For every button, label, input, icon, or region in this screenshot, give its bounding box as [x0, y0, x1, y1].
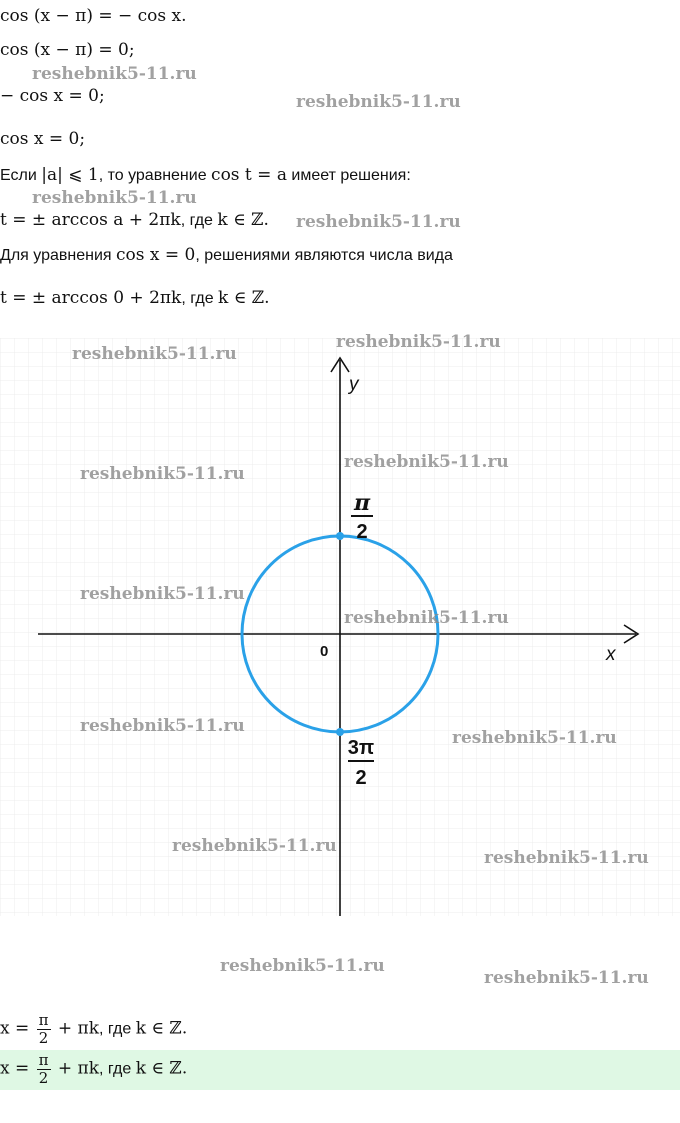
specific-domain: k ∈ ℤ. — [218, 288, 270, 308]
watermark: reshebnik5-11.ru — [296, 212, 461, 232]
bottom-label-numerator: 3π — [347, 737, 375, 759]
answer-2-lhs: x = — [0, 1058, 35, 1079]
step-2: cos (x − π) = 0; — [0, 40, 135, 60]
answer-2-rest: + πk — [52, 1058, 100, 1079]
watermark: reshebnik5-11.ru — [336, 332, 501, 352]
specific-solution — [0, 288, 270, 308]
step-3: − cos x = 0; — [0, 86, 105, 106]
watermark: reshebnik5-11.ru — [344, 452, 509, 472]
watermark: reshebnik5-11.ru — [80, 716, 245, 736]
answer-1-num: π — [38, 1011, 49, 1029]
watermark: reshebnik5-11.ru — [80, 584, 245, 604]
x-axis-label: x — [606, 644, 616, 665]
watermark: reshebnik5-11.ru — [344, 608, 509, 628]
answer-1-where: , где — [99, 1020, 136, 1038]
step-1: cos (x − π) = − cos x. — [0, 6, 187, 26]
answer-2-where: , где — [99, 1060, 136, 1078]
rule-equation: cos t = a — [211, 165, 287, 185]
general-formula: t = ± arccos a + 2πk — [0, 210, 181, 230]
watermark: reshebnik5-11.ru — [484, 968, 649, 988]
top-label-denominator: 2 — [356, 521, 368, 543]
general-domain: k ∈ ℤ. — [217, 210, 269, 230]
answer-line-2 — [0, 1052, 187, 1087]
answer-1-lhs: x = — [0, 1018, 35, 1039]
step-4: cos x = 0; — [0, 129, 86, 149]
for-equation-line — [0, 245, 453, 265]
answer-2-fraction — [37, 1052, 51, 1087]
answer-1-fraction — [37, 1012, 51, 1047]
top-point — [336, 532, 344, 540]
watermark: reshebnik5-11.ru — [80, 464, 245, 484]
bottom-point — [336, 728, 344, 736]
rule-middle: , то уравнение — [98, 167, 212, 184]
watermark: reshebnik5-11.ru — [32, 64, 197, 84]
general-solution — [0, 210, 269, 230]
answer-2-num: π — [38, 1051, 49, 1069]
top-label-numerator: π — [353, 490, 371, 516]
for-eq-suffix: , решениями являются числа вида — [195, 247, 453, 264]
rule-line — [0, 165, 411, 185]
general-where: , где — [180, 212, 218, 229]
answer-1-domain: k ∈ ℤ. — [135, 1018, 188, 1039]
watermark: reshebnik5-11.ru — [72, 344, 237, 364]
watermark: reshebnik5-11.ru — [484, 848, 649, 868]
for-eq-prefix: Для уравнения — [0, 247, 117, 264]
rule-prefix: Если — [0, 167, 42, 184]
watermark: reshebnik5-11.ru — [452, 728, 617, 748]
watermark: reshebnik5-11.ru — [32, 188, 197, 208]
y-axis-label: y — [349, 374, 359, 395]
rule-condition: |a| ⩽ 1 — [41, 165, 99, 185]
rule-suffix: имеет решения: — [286, 167, 411, 184]
graph-svg — [0, 338, 680, 916]
answer-line-1 — [0, 1012, 187, 1047]
watermark: reshebnik5-11.ru — [220, 956, 385, 976]
unit-circle-graph — [0, 338, 680, 916]
answer-1-den: 2 — [38, 1029, 49, 1047]
answer-2-domain: k ∈ ℤ. — [135, 1058, 188, 1079]
for-eq-equation: cos x = 0 — [116, 245, 196, 265]
watermark: reshebnik5-11.ru — [296, 92, 461, 112]
watermark: reshebnik5-11.ru — [172, 836, 337, 856]
answer-1-rest: + πk — [52, 1018, 100, 1039]
bottom-label-denominator: 2 — [355, 767, 367, 789]
answer-2-den: 2 — [38, 1069, 49, 1087]
specific-where: , где — [181, 290, 219, 307]
origin-label: 0 — [320, 643, 329, 660]
specific-formula: t = ± arccos 0 + 2πk — [0, 288, 182, 308]
